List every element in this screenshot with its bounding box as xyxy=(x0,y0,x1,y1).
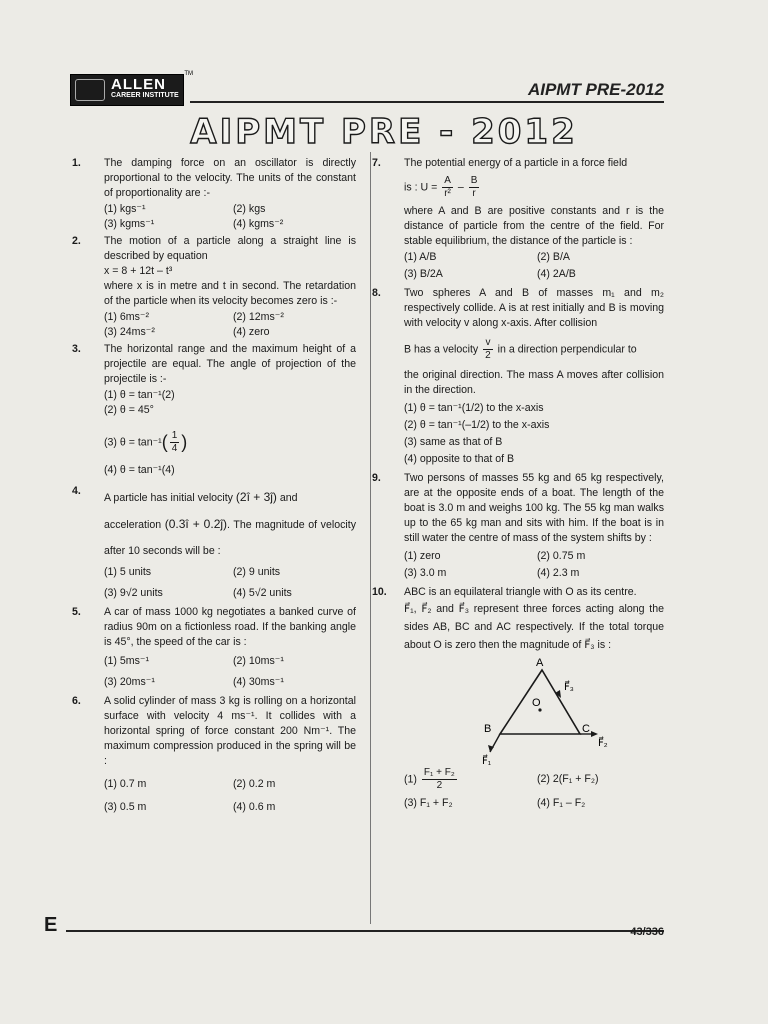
option-3: (3) 0.5 m xyxy=(104,801,147,813)
vector-acceleration: (0.3î + 0.2ĵ) xyxy=(164,517,228,531)
label-b: B xyxy=(484,723,492,735)
option-3: (3) 3.0 m xyxy=(404,567,447,579)
f2-arrowhead-icon xyxy=(591,731,598,737)
options xyxy=(104,202,356,232)
question-text: The potential energy of a particle in a force field xyxy=(404,157,628,169)
question-10 xyxy=(372,585,664,811)
option-1: (1) kgs⁻¹ xyxy=(104,203,146,215)
options xyxy=(404,250,664,282)
label-f1: F⃗₁ xyxy=(482,756,492,766)
option-3: (3) F₁ + F₂ xyxy=(404,797,453,809)
option-2: (2) 12ms⁻² xyxy=(233,311,284,323)
option-1: (1) zero xyxy=(404,550,441,562)
option-4: (4) 30ms⁻¹ xyxy=(233,676,284,688)
option-4: (4) 2.3 m xyxy=(537,567,580,579)
question-text: Two spheres A and B of masses m₁ and m₂ respectively collide. A is at rest initially and B is moving with velocity v along x-axis. After collision xyxy=(404,287,664,329)
question-text: A car of mass 1000 kg negotiates a banked curve of radius 90m on a fictionless road. If the banking angle is 45°, the speed of the car is : xyxy=(104,606,356,648)
option-3: (3) B/2A xyxy=(404,268,443,280)
logo-brand: ALLEN xyxy=(111,76,166,93)
page-title: AIPMT PRE - 2012 xyxy=(190,112,578,152)
question-number: 10. xyxy=(372,586,387,598)
option-3-row: (3) θ = tan⁻¹( $\frac{1}{4}$ ) xyxy=(104,430,188,454)
question-text-continued: where x is in metre and t in second. The retardation of the particle when its velocity becomes zero is :- xyxy=(104,280,356,307)
option-3: (3) θ = tan⁻¹ xyxy=(104,436,162,449)
question-text: A particle has initial velocity (2î + 3ĵ) and acceleration (0.3î + 0.2ĵ). The magnitude of velocity after 10 seconds will be : xyxy=(104,490,356,557)
allen-logo xyxy=(70,71,193,106)
question-4 xyxy=(72,484,356,601)
question-number: 5. xyxy=(72,606,81,618)
option-1: (1) θ = tan⁻¹(1/2) to the x-axis xyxy=(404,402,544,414)
left-column xyxy=(72,156,356,815)
option-1: (1) θ = tan⁻¹(2) xyxy=(104,389,175,401)
option-1: (1) $\frac{\text{F₁ + F₂}}{2}$ xyxy=(404,767,455,791)
question-text: The horizontal range and the maximum height of a projectile are equal. The angle of projection of the projectile is :- xyxy=(104,343,356,385)
option-4: (4) zero xyxy=(233,326,270,338)
force-triangle-diagram xyxy=(452,656,622,766)
options xyxy=(104,565,356,601)
option-4: (4) 0.6 m xyxy=(233,801,276,813)
potential-equation: is : U = $\frac{A}{\text{r²}}$ – $\frac{B}{r}$ xyxy=(404,175,478,199)
question-2 xyxy=(72,234,356,340)
question-number: 7. xyxy=(372,157,381,169)
label-a: A xyxy=(536,657,544,669)
question-number: 9. xyxy=(372,472,381,484)
equation: x = 8 + 12t – t³ xyxy=(104,265,173,277)
label-f3: F⃗₃ xyxy=(564,682,574,693)
question-1 xyxy=(72,156,356,232)
option-2: (2) 0.2 m xyxy=(233,778,276,790)
question-5 xyxy=(72,605,356,690)
option-3: (3) 24ms⁻² xyxy=(104,326,155,338)
question-text: The motion of a particle along a straight line is described by equation xyxy=(104,235,356,262)
page-number: 43/336 xyxy=(630,926,664,938)
option-4: (4) θ = tan⁻¹(4) xyxy=(104,464,175,476)
logo-trademark: TM xyxy=(184,71,193,77)
option-2: (2) 9 units xyxy=(233,566,281,578)
option-1-fraction: $\frac{\text{F₁ + F₂}}{2}$ xyxy=(423,767,455,791)
option-3: (3) kgms⁻¹ xyxy=(104,218,155,230)
option-4: (4) kgms⁻² xyxy=(233,218,284,230)
question-text: The damping force on an oscillator is directly proportional to the velocity. The units of the constant of proportionality are :- xyxy=(104,157,356,199)
question-text: Two persons of masses 55 kg and 65 kg respectively, are at the opposite ends of a boat. The length of the boat is 3.0 m and weighs 100 kg. The 55 kg man walks up to the 65 kg man and sits with him. If the boat is in still water the centre of mass of the system shifts by : xyxy=(404,472,664,544)
option-3: (3) 9√2 units xyxy=(104,587,163,599)
option-2: (2) θ = tan⁻¹(–1/2) to the x-axis xyxy=(404,419,550,431)
options xyxy=(104,310,356,340)
options xyxy=(104,654,356,690)
question-text-continued: where A and B are positive constants and r is the distance of particle from the centre of the field. For stable equilibrium, the distance of the particle is : xyxy=(404,205,664,247)
option-2: (2) 2(F₁ + F₂) xyxy=(537,773,599,785)
question-3 xyxy=(72,342,356,478)
option-1: (1) 5 units xyxy=(104,566,152,578)
options xyxy=(404,549,664,581)
option-2: (2) 10ms⁻¹ xyxy=(233,655,284,667)
option-1: (1) A/B xyxy=(404,251,437,263)
fraction-b: $\frac{B}{r}$ xyxy=(470,175,478,199)
options xyxy=(404,401,664,467)
option-2: (2) kgs xyxy=(233,203,266,215)
option-3: (3) 20ms⁻¹ xyxy=(104,676,155,688)
question-8 xyxy=(372,286,664,467)
options xyxy=(104,777,356,815)
option-1: (1) 5ms⁻¹ xyxy=(104,655,150,667)
velocity-fraction: $\frac{v}{2}$ xyxy=(485,337,491,361)
question-number: 1. xyxy=(72,157,81,169)
option-2: (2) 0.75 m xyxy=(537,550,586,562)
vector-velocity: (2î + 3ĵ) xyxy=(235,490,277,504)
options xyxy=(404,767,664,811)
footer-letter: E xyxy=(44,914,58,936)
question-text: A solid cylinder of mass 3 kg is rolling on a horizontal surface with velocity 4 ms⁻¹. It collides with a horizontal spring of force constant 200 Nm⁻¹. The maximum compression produced in the spring will be : xyxy=(104,695,356,767)
logo-subtitle: CAREER INSTITUTE xyxy=(111,92,179,99)
question-number: 2. xyxy=(72,235,81,247)
question-number: 8. xyxy=(372,287,381,299)
column-divider xyxy=(370,152,371,924)
question-text: ABC is an equilateral triangle with O as its centre. xyxy=(404,586,637,598)
options xyxy=(104,388,356,478)
option-3: (3) same as that of B xyxy=(404,436,503,448)
velocity-line: B has a velocity $\frac{v}{2}$ in a direction perpendicular to xyxy=(404,337,637,361)
option-1: (1) 0.7 m xyxy=(104,778,147,790)
right-column xyxy=(372,156,664,811)
option-2: (2) B/A xyxy=(537,251,570,263)
footer-rule xyxy=(66,930,664,932)
option-4: (4) opposite to that of B xyxy=(404,453,515,465)
question-9 xyxy=(372,471,664,581)
header-rule xyxy=(190,101,664,103)
option-1: (1) 6ms⁻² xyxy=(104,311,150,323)
question-number: 4. xyxy=(72,485,81,497)
label-f2: F⃗₂ xyxy=(598,738,608,749)
question-7 xyxy=(372,156,664,282)
question-text-continued: F⃗₁, F⃗₂ and F⃗₃ represent three forces acting along the sides AB, BC and AC respectively. If the total torque about O is zero then the magnitude of F⃗₃ is : xyxy=(404,603,664,651)
fraction-a: $\frac{A}{\text{r²}}$ xyxy=(444,175,451,199)
question-number: 6. xyxy=(72,695,81,707)
option-4: (4) 5√2 units xyxy=(233,587,292,599)
option-3-fraction: $\frac{1}{4}$ xyxy=(171,430,178,454)
question-number: 3. xyxy=(72,343,81,355)
question-text-continued: the original direction. The mass A moves after collision in the direction. xyxy=(404,369,664,396)
option-2: (2) θ = 45° xyxy=(104,404,154,416)
option-4: (4) 2A/B xyxy=(537,268,576,280)
option-4: (4) F₁ – F₂ xyxy=(537,797,586,809)
label-o: O xyxy=(532,697,541,709)
exam-label: AIPMT PRE-2012 xyxy=(527,80,664,99)
label-c: C xyxy=(582,723,590,735)
question-6 xyxy=(72,694,356,815)
logo-emblem-icon xyxy=(75,79,105,101)
